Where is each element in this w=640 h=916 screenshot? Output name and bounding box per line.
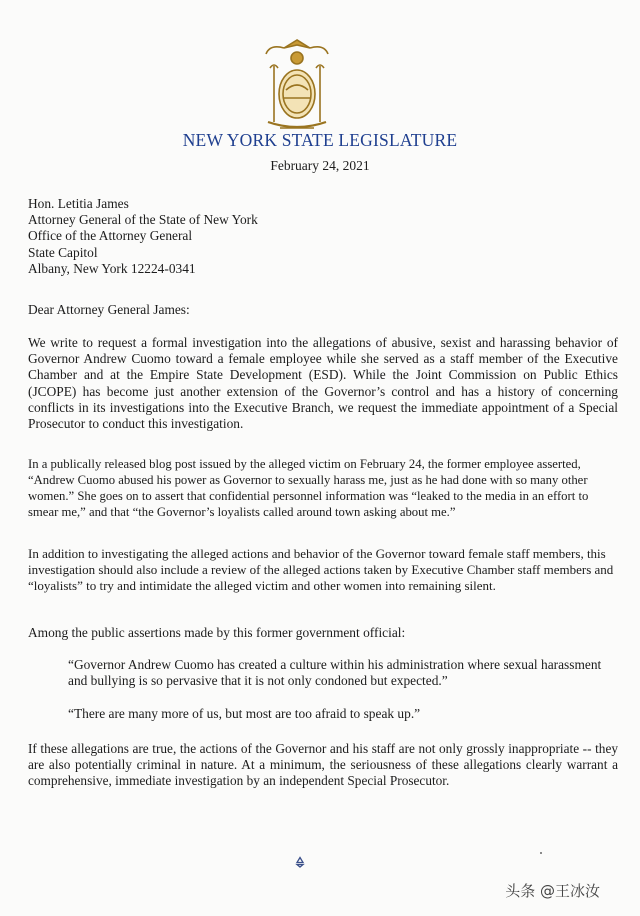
scan-mark <box>540 852 542 854</box>
block-quote: “There are many more of us, but most are too afraid to speak up.” <box>68 706 421 721</box>
address-line: Office of the Attorney General <box>28 228 193 244</box>
address-line: State Capitol <box>28 244 98 260</box>
new-york-state-seal <box>260 36 334 136</box>
address-line: Hon. Letitia James <box>28 196 129 211</box>
watermark: 头条 @王冰汝 <box>505 882 600 900</box>
recipient-address <box>28 196 618 277</box>
address-line: Albany, New York 12224-0341 <box>28 260 196 276</box>
address-line: Attorney General of the State of New York <box>28 212 258 228</box>
salutation: Dear Attorney General James: <box>28 302 190 317</box>
block-quote: “Governor Andrew Cuomo has created a culture within his administration where sexual harassment and bullying is so pervasive that it is not only condoned but expected.” <box>68 657 602 689</box>
body-paragraph: Among the public assertions made by this former government official: <box>28 625 406 640</box>
letter-date: February 24, 2021 <box>270 158 370 173</box>
recycle-icon <box>294 856 306 868</box>
body-paragraph: We write to request a formal investigation into the allegations of abusive, sexist and harassing behavior of Governor Andrew Cuomo toward a female employee while she served as a staff member of the Executive Chamber and at the Empire State Development (ESD). While the Joint Commission on Public Ethics (JCOPE) has become just another extension of the Governor’s control and has a history of concerning conflicts in its investigations into the Executive Branch, we request the immediate appointment of a Special Prosecutor to conduct this investigation. <box>28 335 618 432</box>
letterhead-title: NEW YORK STATE LEGISLATURE <box>182 130 458 150</box>
body-paragraph: If these allegations are true, the actions of the Governor and his staff are not only grossly inappropriate -- they are also potentially criminal in nature. At a minimum, the seriousness of these allegations clearly warrant a comprehensive, immediate investigation by an independent Special Prosecutor. <box>28 741 618 789</box>
body-paragraph: In addition to investigating the alleged actions and behavior of the Governor toward female staff members, this investigation should also include a review of the alleged actions taken by Executive Chamber staff members and “loyalists” to try and intimidate the alleged victim and other women into remaining silent. <box>28 546 614 594</box>
body-paragraph: In a publically released blog post issued by the alleged victim on February 24, the former employee asserted, “Andrew Cuomo abused his power as Governor to sexually harass me, just as he had done with so many other women.” She goes on to assert that confidential personnel information was “leaked to the media in an effort to smear me,” and that “the Governor’s loyalists called around town asking about me.” <box>28 457 589 519</box>
